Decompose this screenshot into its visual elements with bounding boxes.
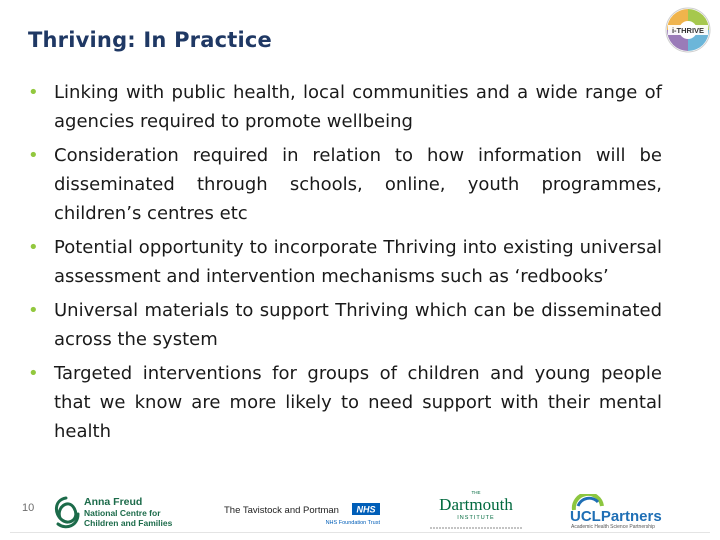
page-number: 10 <box>22 502 35 514</box>
anna-freud-line2: National Centre for <box>84 508 161 518</box>
anna-freud-knot-icon <box>56 498 78 527</box>
bullet-item <box>28 141 662 228</box>
footer-divider <box>10 532 710 533</box>
anna-freud-line3: Children and Families <box>84 518 173 528</box>
dartmouth-logo <box>426 488 526 532</box>
uclpartners-logo <box>568 494 704 530</box>
bullet-text: Universal materials to support Thriving which can be disseminated across the system <box>54 300 662 350</box>
tavistock-name: The Tavistock and Portman <box>224 505 339 516</box>
thrive-logo <box>664 6 712 54</box>
bullet-dot-icon: • <box>28 82 39 103</box>
tavistock-sub: NHS Foundation Trust <box>325 520 380 526</box>
slide-title: Thriving: In Practice <box>28 28 272 52</box>
bullet-item <box>28 233 662 291</box>
dartmouth-name: Dartmouth <box>439 495 513 514</box>
bullet-text: Consideration required in relation to how information will be disseminated through schools, online, youth programmes, children’s centres etc <box>54 145 662 224</box>
bullet-item <box>28 296 662 354</box>
thrive-logo-text: i-THRIVE <box>671 26 705 35</box>
bullet-dot-icon: • <box>28 300 39 321</box>
bullet-dot-icon: • <box>28 363 39 384</box>
bullet-dot-icon: • <box>28 145 39 166</box>
dartmouth-sub: INSTITUTE <box>457 515 495 521</box>
uclpartners-name: UCLPartners <box>570 508 662 525</box>
tavistock-portman-logo <box>224 500 384 530</box>
nhs-badge: NHS <box>356 504 376 515</box>
bullet-list <box>28 78 662 451</box>
bullet-item <box>28 359 662 446</box>
bullet-text: Linking with public health, local communities and a wide range of agencies required to promote wellbeing <box>54 82 662 132</box>
bullet-item <box>28 78 662 136</box>
uclpartners-sub: Academic Health Science Partnership <box>571 524 655 530</box>
anna-freud-line1: Anna Freud <box>84 496 143 508</box>
bullet-dot-icon: • <box>28 237 39 258</box>
dartmouth-small: THE <box>471 490 481 495</box>
bullet-text: Targeted interventions for groups of children and young people that we know are more likely to need support with their mental health <box>54 363 662 442</box>
anna-freud-logo <box>50 494 185 530</box>
bullet-text: Potential opportunity to incorporate Thriving into existing universal assessment and intervention mechanisms such as ‘redbooks’ <box>54 237 662 287</box>
